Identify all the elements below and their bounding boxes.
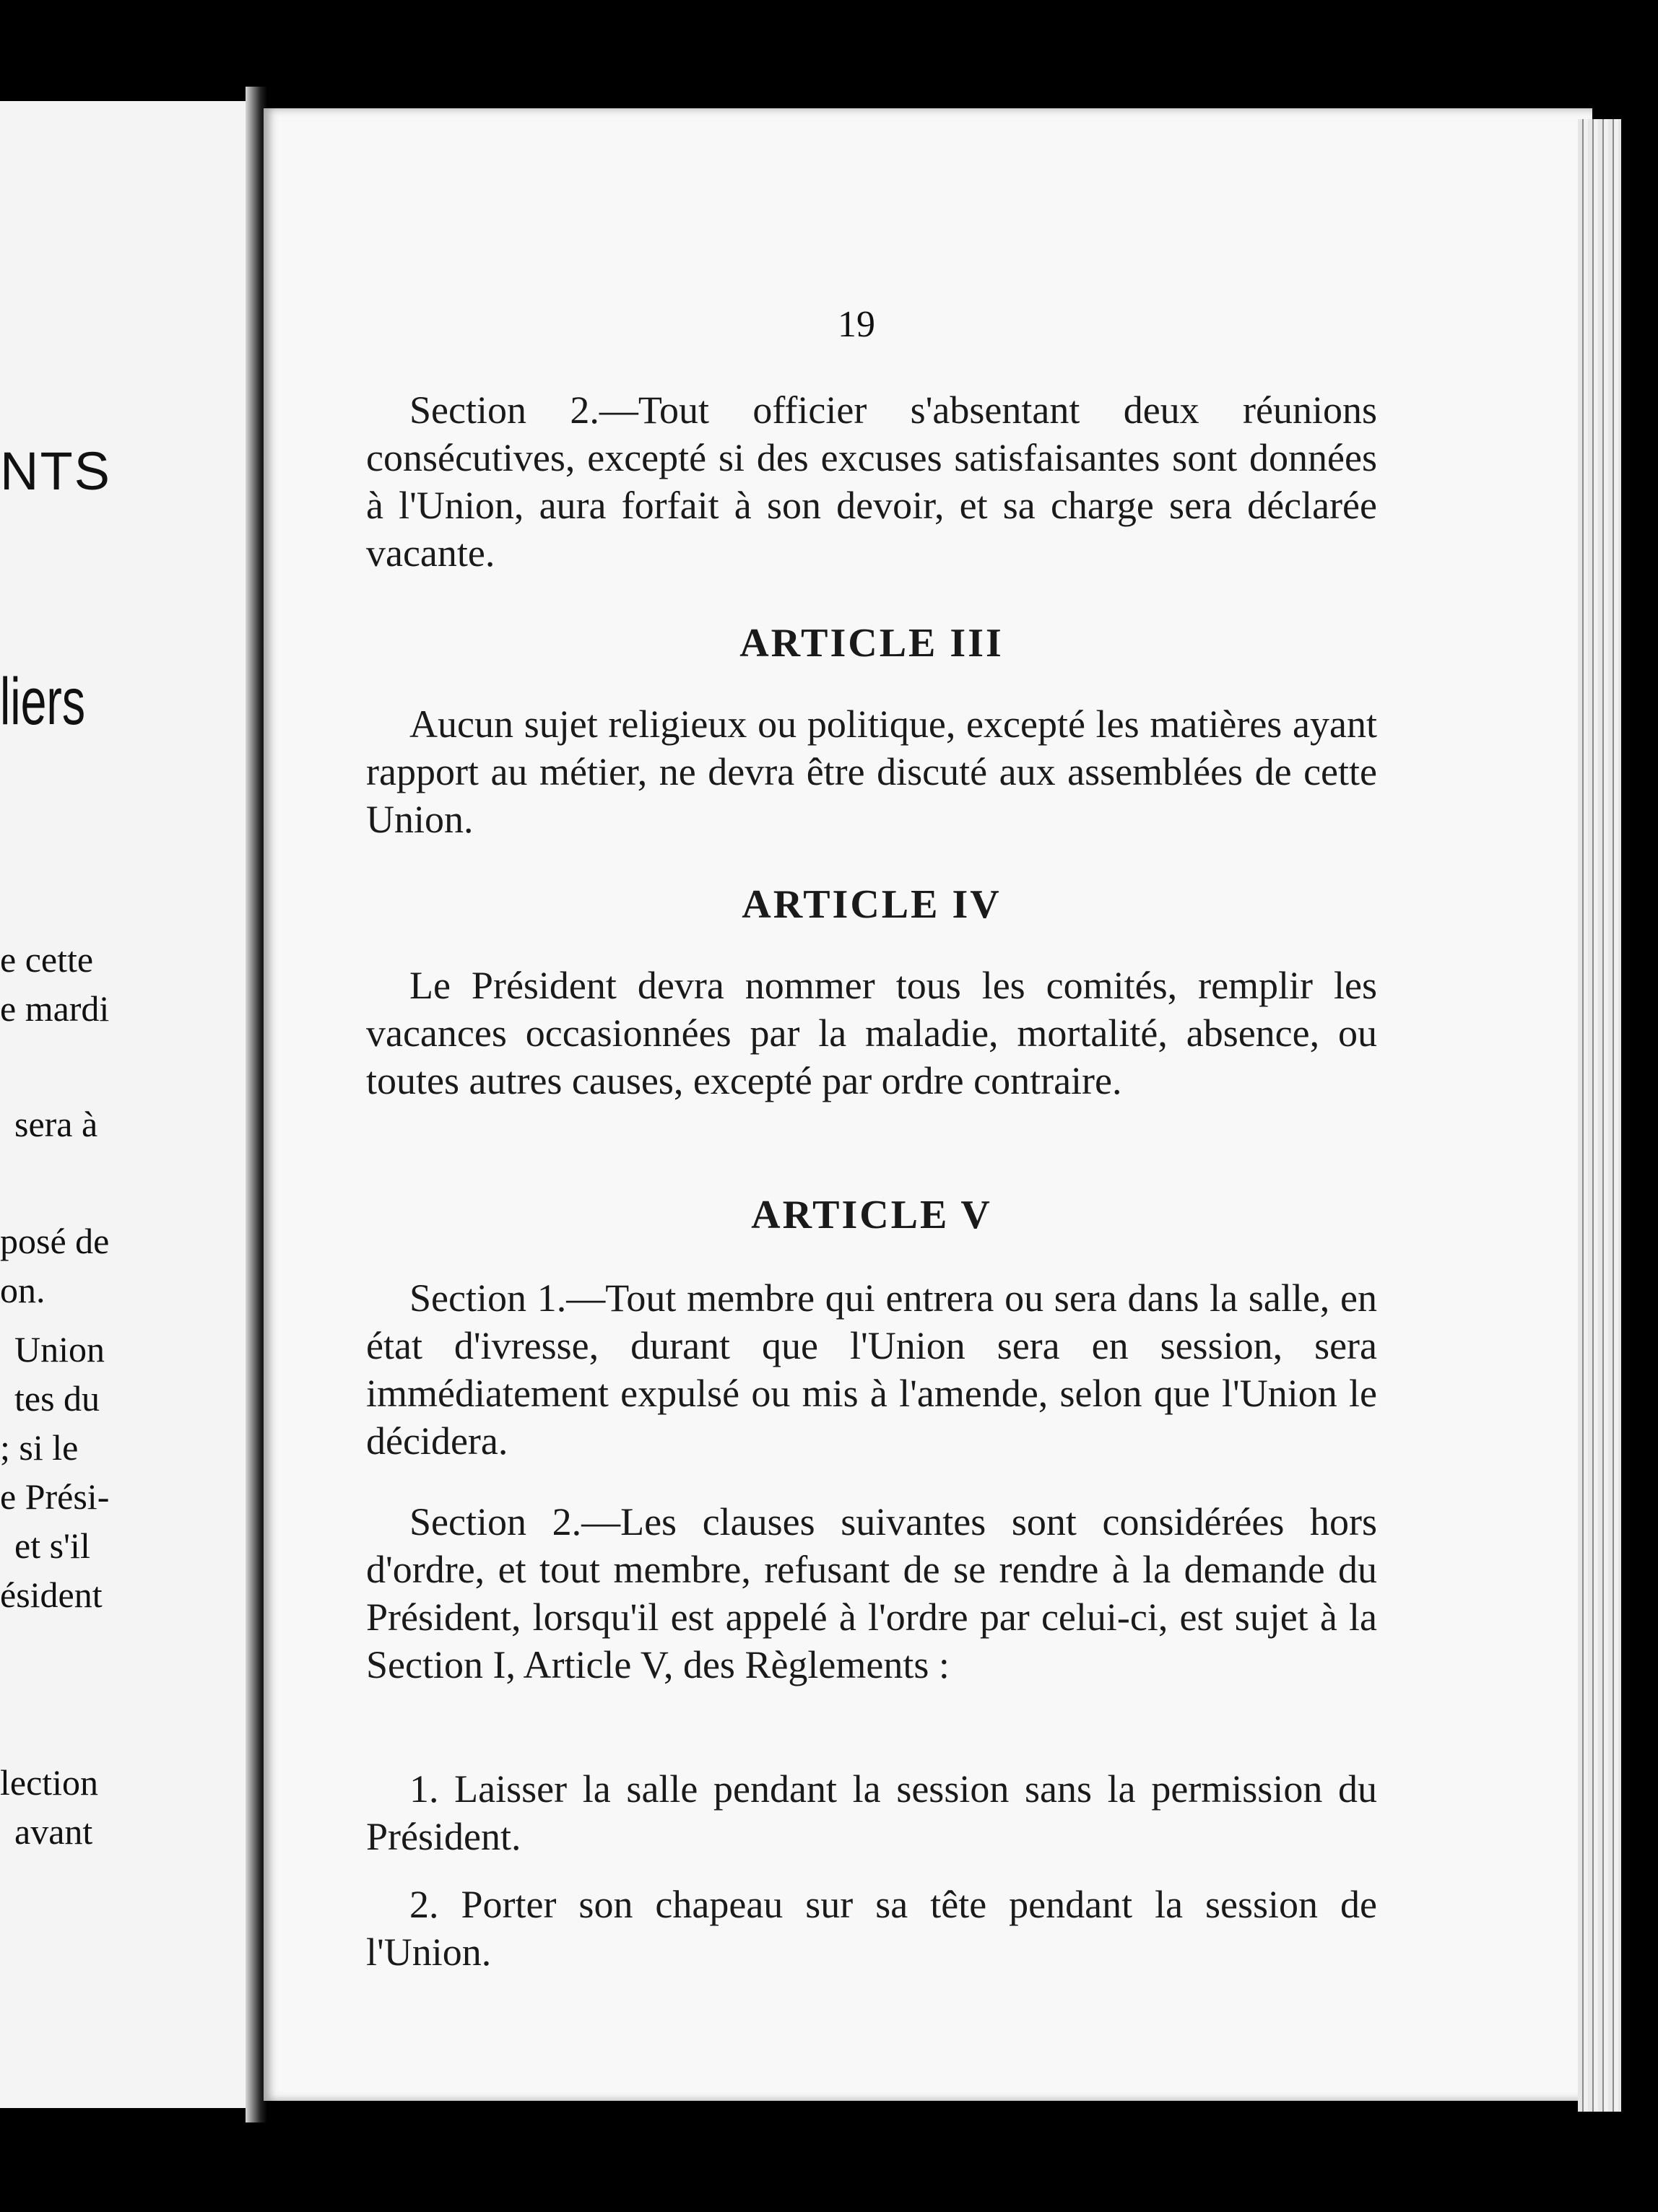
page-number: 19 (838, 304, 875, 345)
left-fragment: e mardi (0, 988, 110, 1029)
article-paragraph: Le Président devra nommer tous les comités, remplir les vacances occasionnées par la maladie, mortalité, absence, ou toutes autres causes, excepté par ordre contraire. (366, 964, 1377, 1102)
left-fragment: e Prési- (0, 1476, 110, 1517)
article-heading: ARTICLE V (751, 1193, 992, 1237)
left-fragment: Union (14, 1329, 105, 1370)
left-fragment: posé de (0, 1221, 110, 1261)
article-heading: ARTICLE III (739, 621, 1004, 666)
section-paragraph: Section 2.—Tout officier s'absentant deux réunions consécutives, excepté si des excuses satisfaisantes sont données à l'Union, aura forfait à son devoir, et sa charge sera déclarée vacante. (366, 388, 1377, 575)
left-fragment: NTS (0, 441, 111, 501)
list-item: 2. Porter son chapeau sur sa tête pendant la session de l'Union. (366, 1883, 1377, 1974)
left-fragment: liers (0, 665, 86, 739)
left-facing-page (0, 101, 260, 2108)
left-fragment: ; si le (0, 1427, 79, 1468)
article-heading: ARTICLE IV (742, 882, 1002, 927)
left-fragment: et s'il (14, 1525, 90, 1566)
list-item: 1. Laisser la salle pendant la session sans la permission du Président. (366, 1767, 1377, 1858)
page-edges (1578, 119, 1621, 2112)
article-paragraph: Aucun sujet religieux ou politique, excepté les matières ayant rapport au métier, ne devra être discuté aux assemblées de cette Union. (366, 702, 1377, 841)
left-fragment: lection (0, 1762, 99, 1803)
left-fragment: on. (0, 1270, 45, 1310)
left-fragment: sera à (14, 1104, 98, 1144)
left-fragment: e cette (0, 939, 94, 980)
section-paragraph: Section 1.—Tout membre qui entrera ou sera dans la salle, en état d'ivresse, durant que l'Union sera en session, sera immédiatement expulsé ou mis à l'amende, selon que l'Union le décidera. (366, 1276, 1377, 1463)
left-fragment: tes du (14, 1378, 100, 1419)
section-paragraph: Section 2.—Les clauses suivantes sont considérées hors d'ordre, et tout membre, refusant de se rendre à la demande du Président, lorsqu'il est appelé à l'ordre par celui-ci, est sujet à la Section I, Article V, des Règlements : (366, 1500, 1377, 1686)
left-fragment: avant (14, 1811, 93, 1852)
left-fragment: ésident (0, 1575, 103, 1615)
